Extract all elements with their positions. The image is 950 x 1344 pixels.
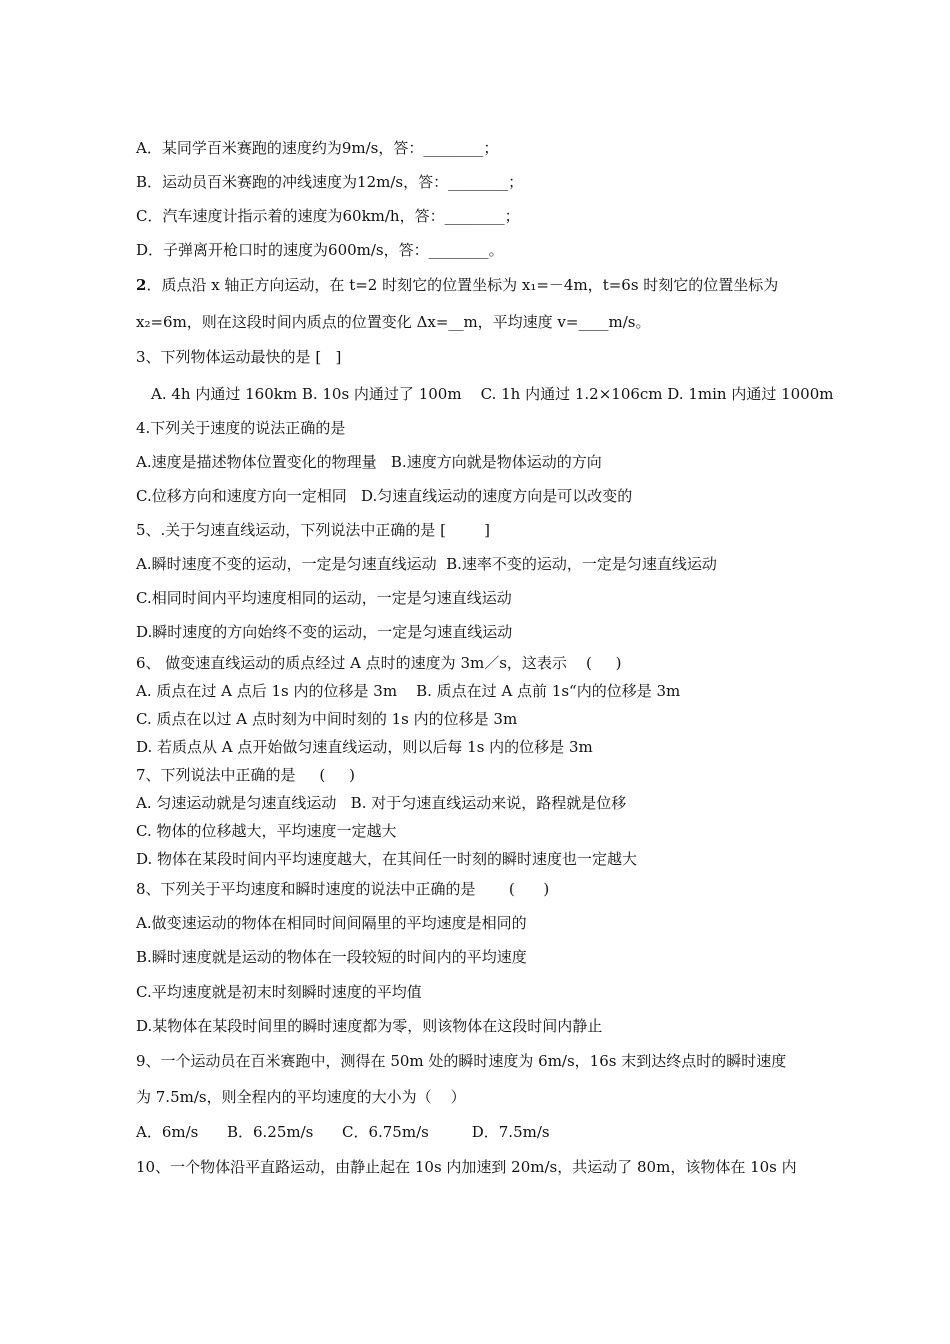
q1-option-b: B．运动员百米赛跑的冲线速度为12m/s，答：________； bbox=[136, 173, 524, 191]
q6-options-ab: A. 质点在过 A 点后 1s 内的位移是 3m B. 质点在过 A 点前 1s“内的位移是 3m bbox=[136, 682, 681, 700]
q5-option-d: D.瞬时速度的方向始终不变的运动，一定是匀速直线运动 bbox=[136, 623, 513, 641]
q1-option-d: D．子弹离开枪口时的速度为600m/s，答：________。 bbox=[136, 241, 504, 259]
q5-options-ab: A.瞬时速度不变的运动，一定是匀速直线运动 B.速率不变的运动，一定是匀速直线运动 bbox=[136, 555, 717, 573]
q9-stem-1: 9、一个运动员在百米赛跑中，测得在 50m 处的瞬时速度为 6m/s，16s 末到达终点时的瞬时速度 bbox=[136, 1052, 787, 1070]
q8-option-d: D.某物体在某段时间里的瞬时速度都为零，则该物体在这段时间内静止 bbox=[136, 1017, 603, 1035]
q6-stem: 6、 做变速直线运动的质点经过 A 点时的速度为 3m／s，这表示 ( ) bbox=[136, 654, 622, 672]
q7-option-d: D. 物体在某段时间内平均速度越大，在其间任一时刻的瞬时速度也一定越大 bbox=[136, 850, 638, 868]
q3-options: A. 4h 内通过 160km B. 10s 内通过了 100m C. 1h 内通过 1.2×106cm D. 1min 内通过 1000m bbox=[151, 385, 834, 403]
q8-option-a: A.做变速运动的物体在相同时间间隔里的平均速度是相同的 bbox=[136, 914, 527, 932]
q9-options: A．6m/s B．6.25m/s C．6.75m/s D．7.5m/s bbox=[136, 1123, 550, 1141]
q2-text: ．质点沿 x 轴正方向运动，在 t=2 时刻它的位置坐标为 x₁=－4m，t=6s 时刻它的位置坐标为 bbox=[146, 276, 779, 294]
q2-line-1 bbox=[136, 278, 778, 293]
q7-option-c: C. 物体的位移越大，平均速度一定越大 bbox=[136, 822, 397, 840]
q1-option-a: A．某同学百米赛跑的速度约为9m/s，答：________； bbox=[136, 139, 499, 157]
q7-stem: 7、下列说法中正确的是 ( ) bbox=[136, 766, 355, 784]
q10-stem: 10、一个物体沿平直路运动，由静止起在 10s 内加速到 20m/s，共运动了 80m，该物体在 10s 内 bbox=[136, 1158, 797, 1176]
q2-line-2: x₂=6m，则在这段时间内质点的位置变化 Δx=__m，平均速度 v=____m/s。 bbox=[136, 313, 651, 331]
q4-options-cd: C.位移方向和速度方向一定相同 D.匀速直线运动的速度方向是可以改变的 bbox=[136, 487, 633, 505]
q6-option-c: C. 质点在以过 A 点时刻为中间时刻的 1s 内的位移是 3m bbox=[136, 710, 518, 728]
q5-stem: 5、.关于匀速直线运动，下列说法中正确的是 [ ] bbox=[136, 521, 490, 539]
q8-option-b: B.瞬时速度就是运动的物体在一段较短的时间内的平均速度 bbox=[136, 948, 527, 966]
q4-options-ab: A.速度是描述物体位置变化的物理量 B.速度方向就是物体运动的方向 bbox=[136, 453, 602, 471]
q8-option-c: C.平均速度就是初末时刻瞬时速度的平均值 bbox=[136, 983, 422, 1001]
q6-option-d: D. 若质点从 A 点开始做匀速直线运动，则以后每 1s 内的位移是 3m bbox=[136, 738, 593, 756]
q2-number: 2 bbox=[136, 276, 147, 294]
q7-options-ab: A. 匀速运动就是匀速直线运动 B. 对于匀速直线运动来说，路程就是位移 bbox=[136, 794, 627, 812]
q9-stem-2: 为 7.5m/s，则全程内的平均速度的大小为（ ） bbox=[136, 1088, 466, 1106]
q8-stem: 8、下列关于平均速度和瞬时速度的说法中正确的是 ( ) bbox=[136, 880, 550, 898]
q4-stem: 4.下列关于速度的说法正确的是 bbox=[136, 419, 346, 437]
q1-option-c: C．汽车速度计指示着的速度为60km/h，答：________； bbox=[136, 207, 520, 225]
q5-option-c: C.相同时间内平均速度相同的运动，一定是匀速直线运动 bbox=[136, 589, 512, 607]
q3-stem: 3、下列物体运动最快的是 [ ] bbox=[136, 348, 342, 366]
